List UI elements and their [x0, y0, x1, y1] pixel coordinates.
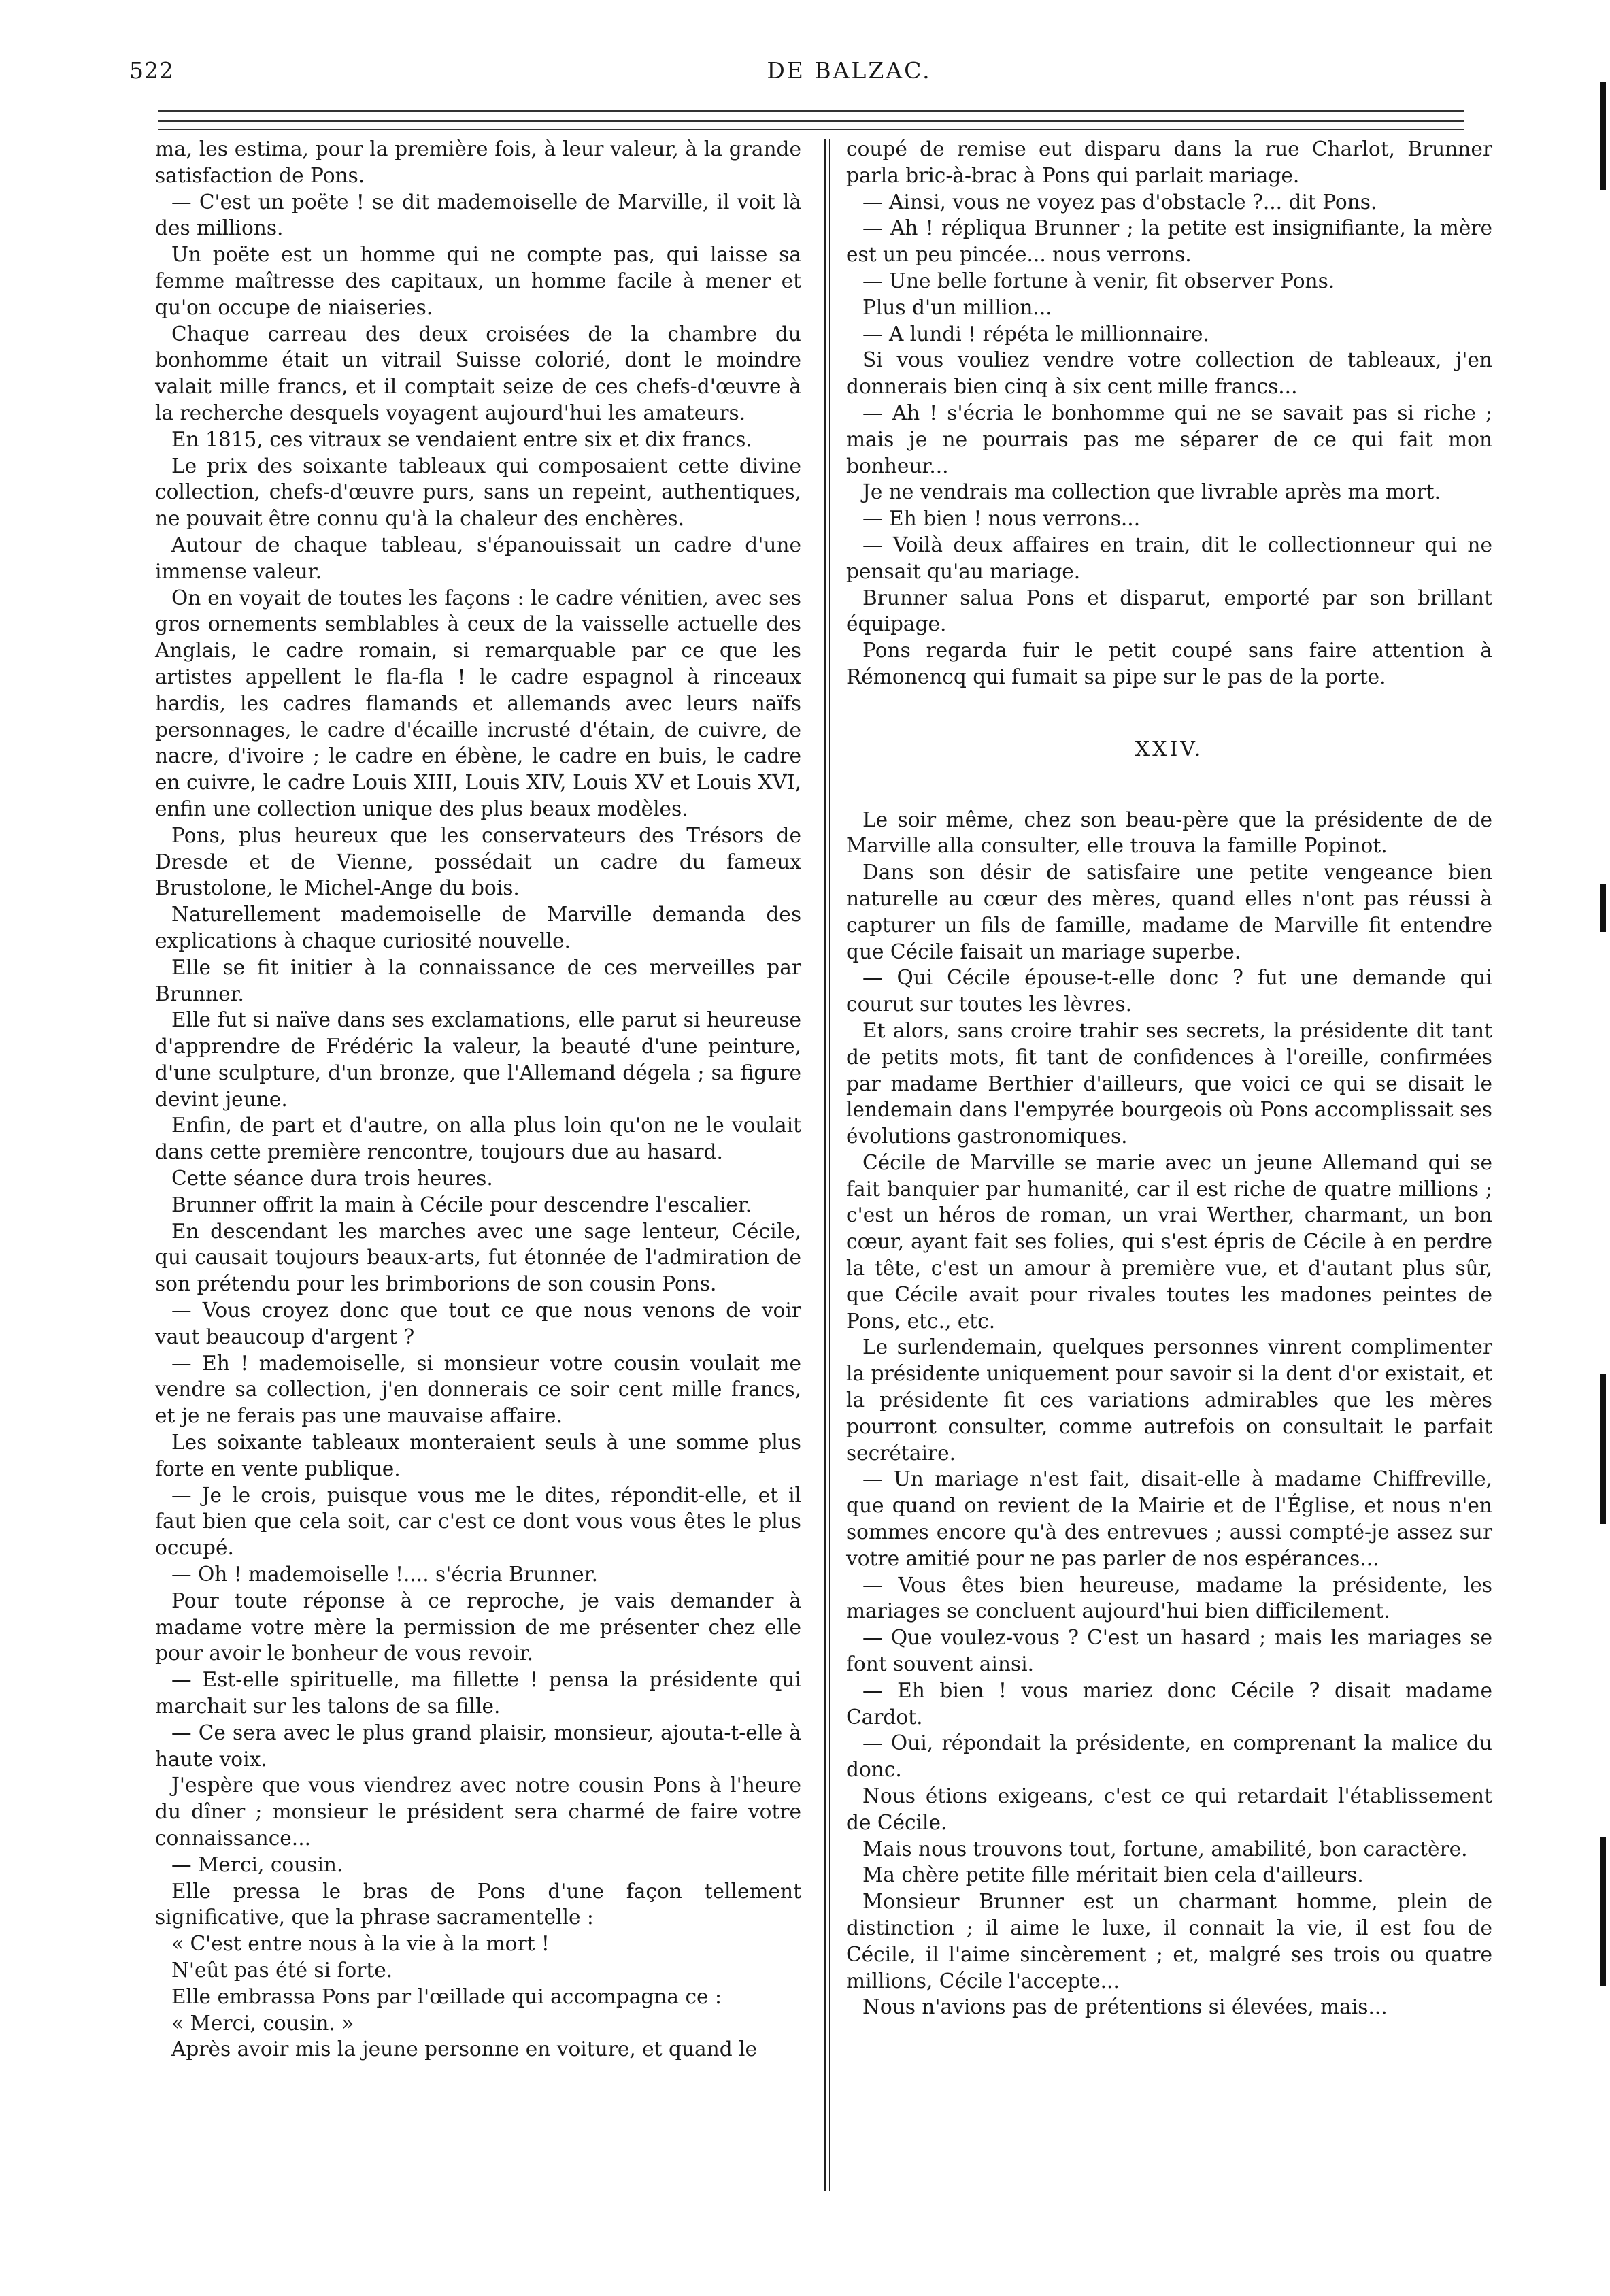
- scan-edge-mark: [1600, 884, 1606, 932]
- paragraph: coupé de remise eut disparu dans la rue Charlot, Brunner parla bric-à-brac à Pons qui parlait mariage.: [846, 137, 1492, 187]
- scan-edge-mark: [1600, 1374, 1606, 1524]
- paragraph: — Vous croyez donc que tout ce que nous venons de voir vaut beaucoup d'argent ?: [155, 1299, 801, 1348]
- paragraph: — A lundi ! répéta le millionnaire.: [862, 322, 1209, 346]
- paragraph: Elle se fit initier à la connaissance de ces merveilles par Brunner.: [155, 955, 801, 1005]
- paragraph: Après avoir mis la jeune personne en voiture, et quand le: [171, 2037, 758, 2061]
- paragraph: — Vous êtes bien heureuse, madame la présidente, les mariages se concluent aujourd'hui bien difficilement.: [846, 1573, 1492, 1623]
- paragraph: Pons regarda fuir le petit coupé sans faire attention à Rémonencq qui fumait sa pipe sur le pas de la porte.: [846, 639, 1492, 688]
- paragraph: « Merci, cousin. »: [171, 2011, 354, 2035]
- paragraph: Le soir même, chez son beau-père que la présidente de de Marville alla consulter, elle trouva la famille Popinot.: [846, 808, 1492, 858]
- right-column-before: [846, 136, 1492, 691]
- chapter-heading: XXIV.: [1135, 737, 1204, 761]
- paragraph: — Ah ! s'écria le bonhomme qui ne se savait pas si riche ; mais je ne pourrais pas me séparer de ce qui fait mon bonheur...: [846, 401, 1492, 478]
- paragraph: Les soixante tableaux monteraient seuls à une somme plus forte en vente publique.: [155, 1431, 801, 1480]
- paragraph: J'espère que vous viendrez avec notre cousin Pons à l'heure du dîner ; monsieur le président sera charmé de faire votre connaissance...: [155, 1774, 801, 1850]
- paragraph: Dans son désir de satisfaire une petite vengeance bien naturelle au cœur des mères, quand elles n'ont pas réussi à capturer un fils de famille, madame de Marville fit entendre que Cécile faisait un mariage superbe.: [846, 861, 1492, 963]
- header-rule: [158, 129, 1464, 130]
- paragraph: Enfin, de part et d'autre, on alla plus loin qu'on ne le voulait dans cette première rencontre, toujours due au hasard.: [155, 1114, 801, 1164]
- paragraph: Nous n'avions pas de prétentions si élevées, mais...: [862, 1995, 1388, 2019]
- paragraph: Naturellement mademoiselle de Marville demanda des explications à chaque curiosité nouvelle.: [155, 903, 801, 952]
- paragraph: ma, les estima, pour la première fois, à leur valeur, à la grande satisfaction de Pons.: [155, 137, 801, 187]
- paragraph: — Que voulez-vous ? C'est un hasard ; mais les mariages se font souvent ainsi.: [846, 1626, 1492, 1676]
- right-column: [846, 136, 1492, 2020]
- paragraph: — Ah ! répliqua Brunner ; la petite est insignifiante, la mère est un peu pincée... nous verrons.: [846, 216, 1492, 267]
- paragraph: — Merci, cousin.: [171, 1852, 343, 1876]
- paragraph: Brunner salua Pons et disparut, emporté par son brillant équipage.: [846, 586, 1492, 636]
- paragraph: Elle pressa le bras de Pons d'une façon tellement significative, que la phrase sacramentelle :: [155, 1879, 801, 1929]
- header-rule: [158, 110, 1464, 112]
- paragraph: Pour toute réponse à ce reproche, je vais demander à madame votre mère la permission de me présenter chez elle pour avoir le bonheur de vous revoir.: [155, 1588, 801, 1665]
- paragraph: Brunner offrit la main à Cécile pour descendre l'escalier.: [171, 1193, 752, 1216]
- paragraph: — Eh bien ! nous verrons...: [862, 507, 1141, 531]
- paragraph: — Eh ! mademoiselle, si monsieur votre cousin voulait me vendre sa collection, j'en donnerais ce soir cent mille francs, et je ne ferais pas une mauvaise affaire.: [155, 1351, 801, 1428]
- paragraph: — Une belle fortune à venir, fit observer Pons.: [862, 269, 1335, 293]
- paragraph: — Est-elle spirituelle, ma fillette ! pensa la présidente qui marchait sur les talons de sa fille.: [155, 1668, 801, 1718]
- paragraph: Cette séance dura trois heures.: [171, 1167, 493, 1191]
- column-divider: [824, 139, 826, 2191]
- paragraph: — Qui Cécile épouse-t-elle donc ? fut une demande qui courut sur toutes les lèvres.: [846, 966, 1492, 1016]
- paragraph: Elle fut si naïve dans ses exclamations, elle parut si heureuse d'apprendre de Frédéric la valeur, la beauté d'une peinture, d'une sculpture, d'un bronze, que l'Allemand dégela ; sa figure devint jeune.: [155, 1008, 801, 1111]
- column-divider: [829, 139, 830, 2191]
- running-title: DE BALZAC.: [767, 57, 932, 84]
- paragraph: — Oui, répondait la présidente, en comprenant la malice du donc.: [846, 1731, 1492, 1782]
- paragraph: En descendant les marches avec une sage lenteur, Cécile, qui causait toujours beaux-arts, fut étonnée de l'admiration de son prétendu pour les brimborions de son cousin Pons.: [155, 1219, 801, 1296]
- paragraph: Elle embrassa Pons par l'œillade qui accompagna ce :: [171, 1984, 722, 2008]
- paragraph: Je ne vendrais ma collection que livrable après ma mort.: [862, 480, 1441, 504]
- paragraph: Monsieur Brunner est un charmant homme, plein de distinction ; il aime le luxe, il connait la vie, il est fou de Cécile, il l'aime sincèrement ; et, malgré ses trois ou quatre millions, Cécile l'accepte...: [846, 1890, 1492, 1993]
- paragraph: Plus d'un million...: [862, 295, 1052, 319]
- paragraph: — Oh ! mademoiselle !.... s'écria Brunner.: [171, 1563, 598, 1586]
- paragraph: « C'est entre nous à la vie à la mort !: [171, 1932, 550, 1956]
- paragraph: — Je le crois, puisque vous me le dites, répondit-elle, et il faut bien que cela soit, car c'est ce dont vous vous êtes le plus occupé.: [155, 1483, 801, 1560]
- paragraph: Mais nous trouvons tout, fortune, amabilité, bon caractère.: [862, 1837, 1468, 1861]
- page-number: 522: [129, 57, 174, 84]
- paragraph: — Ainsi, vous ne voyez pas d'obstacle ?... dit Pons.: [862, 190, 1377, 214]
- paragraph: N'eût pas été si forte.: [171, 1958, 393, 1982]
- paragraph: Le prix des soixante tableaux qui composaient cette divine collection, chefs-d'œuvre purs, sans un repeint, authentiques, ne pouvait être connu qu'à la chaleur des enchères.: [155, 454, 801, 531]
- paragraph: En 1815, ces vitraux se vendaient entre six et dix francs.: [171, 427, 752, 451]
- paragraph: Le surlendemain, quelques personnes vinrent complimenter la présidente uniquement pour savoir si la dent d'or existait, et la présidente fit ces variations admirables que les mères pourront consulter, comme autrefois on consultait le parfait secrétaire.: [846, 1335, 1492, 1465]
- paragraph: Autour de chaque tableau, s'épanouissait un cadre d'une immense valeur.: [155, 533, 801, 583]
- paragraph: — Ce sera avec le plus grand plaisir, monsieur, ajouta-t-elle à haute voix.: [155, 1720, 801, 1771]
- header-rule: [158, 120, 1464, 122]
- paragraph: On en voyait de toutes les façons : le cadre vénitien, avec ses gros ornements semblables à ceux de la vaisselle actuelle des Anglais, le cadre romain, si remarquable par ce que les artistes appellent le fla-fla ! le cadre espagnol à rinceaux hardis, les cadres flamands et allemands avec leurs naïfs personnages, le cadre d'écaille incrusté d'étain, de cuivre, de nacre, d'ivoire ; le cadre en ébène, le cadre en buis, le cadre en cuivre, le cadre Louis XIII, Louis XIV, Louis XV et Louis XVI, enfin une collection unique des plus beaux modèles.: [155, 586, 801, 820]
- paragraph: Si vous vouliez vendre votre collection de tableaux, j'en donnerais bien cinq à six cent mille francs...: [846, 348, 1492, 399]
- scan-edge-mark: [1600, 1837, 1606, 1986]
- paragraph: Ma chère petite fille méritait bien cela d'ailleurs.: [862, 1863, 1364, 1887]
- running-head: [129, 57, 1569, 98]
- left-column: [155, 136, 801, 2063]
- paragraph: Nous étions exigeans, c'est ce qui retardait l'établissement de Cécile.: [846, 1784, 1492, 1834]
- scan-edge-mark: [1600, 82, 1606, 190]
- paragraph: — Voilà deux affaires en train, dit le collectionneur qui ne pensait qu'au mariage.: [846, 533, 1492, 583]
- paragraph: — Un mariage n'est fait, disait-elle à madame Chiffreville, que quand on revient de la Mairie et de l'Église, et nous n'en sommes encore qu'à des entrevues ; aussi compté-je assez sur votre amitié pour ne pas parler de nos espérances...: [846, 1467, 1492, 1570]
- paragraph: Pons, plus heureux que les conservateurs des Trésors de Dresde et de Vienne, possédait un cadre du fameux Brustolone, le Michel-Ange du bois.: [155, 823, 801, 900]
- paragraph: — Eh bien ! vous mariez donc Cécile ? disait madame Cardot.: [846, 1678, 1492, 1729]
- paragraph: Et alors, sans croire trahir ses secrets, la présidente dit tant de petits mots, fit tant de confidences à l'oreille, confirmées par madame Berthier d'ailleurs, que voici ce qui se disait le lendemain dans l'empyrée bourgeois où Pons accomplissait ses évolutions gastronomiques.: [846, 1018, 1492, 1148]
- paragraph: Un poëte est un homme qui ne compte pas, qui laisse sa femme maîtresse des capitaux, un homme facile à mener et qu'on occupe de niaiseries.: [155, 243, 801, 319]
- paragraph: Cécile de Marville se marie avec un jeune Allemand qui se fait banquier par humanité, car il est riche de quatre millions ; c'est un héros de roman, un vrai Werther, charmant, un bon cœur, ayant fait ses folies, qui s'est épris de Cécile à en perdre la tête, c'est un amour à première vue, et d'autant plus sûr, que Cécile avait pour rivales toutes les madones peintes de Pons, etc., etc.: [846, 1150, 1492, 1333]
- right-column-after: [846, 807, 1492, 2021]
- paragraph: Chaque carreau des deux croisées de la chambre du bonhomme était un vitrail Suisse colorié, dont le moindre valait mille francs, et il comptait seize de ces chefs-d'œuvre à la recherche desquels voyagent aujourd'hui les amateurs.: [155, 322, 801, 425]
- paragraph: — C'est un poëte ! se dit mademoiselle de Marville, il voit là des millions.: [155, 190, 801, 240]
